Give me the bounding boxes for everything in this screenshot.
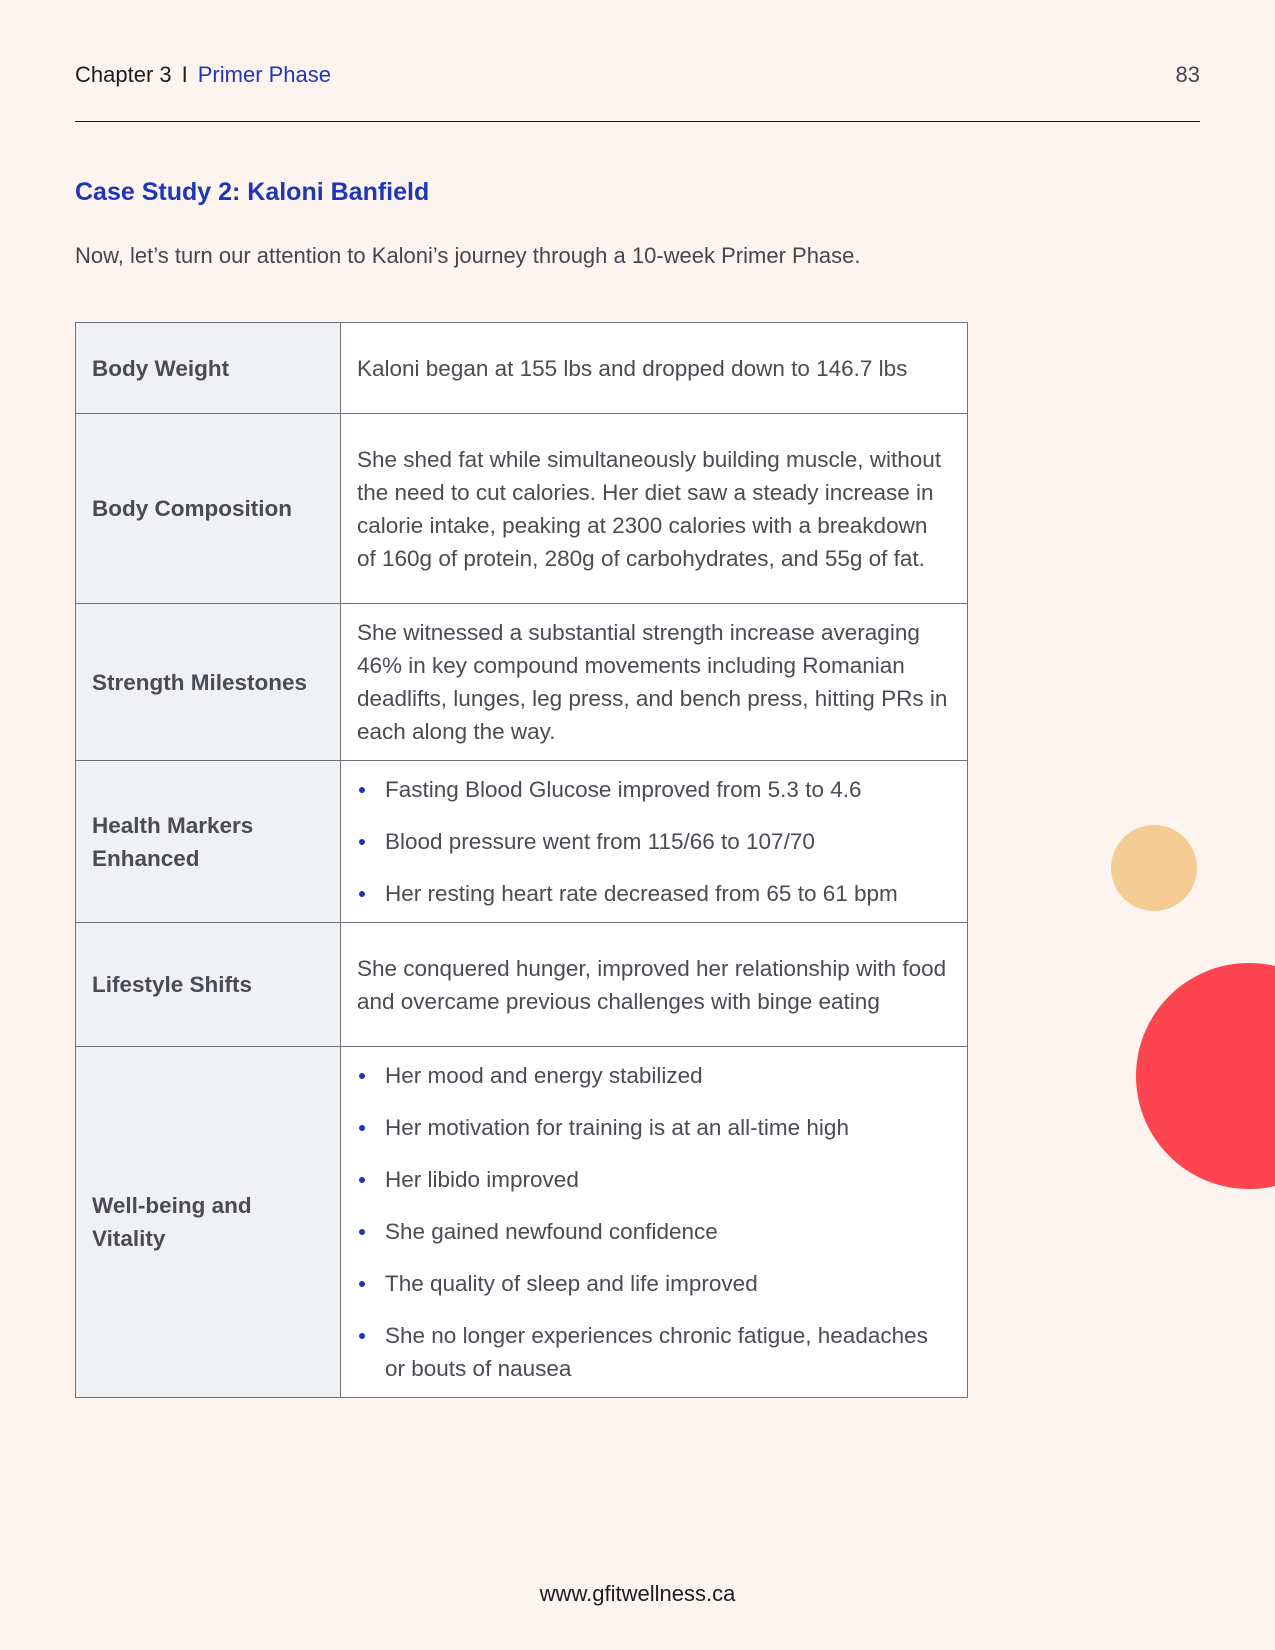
bullet-icon: [359, 787, 365, 793]
bullet-icon: [359, 1281, 365, 1287]
case-study-title: Case Study 2: Kaloni Banfield: [75, 178, 430, 206]
list-item-text: Her resting heart rate decreased from 65 to 61 bpm: [385, 881, 898, 906]
page-number: 83: [1175, 62, 1200, 87]
section-label: Primer Phase: [197, 62, 332, 87]
row-value: She shed fat while simultaneously building muscle, without the need to cut calories. Her diet saw a steady increase in calorie intake, peaking at 2300 calories with a breakdown of 160g of protein, 280g of carbohydrates, and 55g of fat.: [341, 414, 968, 604]
table-row: [76, 923, 968, 1047]
list-item: [357, 877, 951, 910]
bullet-icon: [359, 1333, 365, 1339]
header-divider: [75, 121, 1200, 122]
list-item: [357, 825, 951, 858]
row-label: Strength Milestones: [76, 604, 341, 761]
list-item: [357, 1059, 951, 1092]
row-label: Body Weight: [76, 323, 341, 414]
list-item-text: The quality of sleep and life improved: [385, 1271, 758, 1296]
list-item-text: Her libido improved: [385, 1167, 579, 1192]
results-table: [75, 322, 968, 1398]
row-value: [341, 1047, 968, 1398]
chapter-heading: [75, 62, 331, 88]
bullet-icon: [359, 1125, 365, 1131]
list-item: [357, 1267, 951, 1300]
table-row: [76, 604, 968, 761]
table-row: [76, 1047, 968, 1398]
chapter-label: Chapter 3: [75, 62, 172, 87]
header-separator: I: [181, 62, 188, 87]
list-item: [357, 773, 951, 806]
row-label: Lifestyle Shifts: [76, 923, 341, 1047]
list-item: [357, 1111, 951, 1144]
list-item: [357, 1319, 951, 1385]
list-item-text: She no longer experiences chronic fatigue, headaches or bouts of nausea: [385, 1323, 928, 1381]
row-value: [341, 761, 968, 923]
intro-paragraph: Now, let’s turn our attention to Kaloni’s journey through a 10-week Primer Phase.: [75, 243, 861, 268]
list-item-text: Her mood and energy stabilized: [385, 1063, 703, 1088]
bullet-icon: [359, 1073, 365, 1079]
decorative-red-circle: [1136, 963, 1275, 1189]
row-label: Health Markers Enhanced: [76, 761, 341, 923]
row-value: Kaloni began at 155 lbs and dropped down to 146.7 lbs: [341, 323, 968, 414]
bullet-icon: [359, 1177, 365, 1183]
list-item-text: She gained newfound confidence: [385, 1219, 718, 1244]
table-row: [76, 414, 968, 604]
bullet-list: [357, 1059, 951, 1385]
bullet-icon: [359, 1229, 365, 1235]
table-row: [76, 761, 968, 923]
list-item-text: Blood pressure went from 115/66 to 107/70: [385, 829, 815, 854]
list-item-text: Fasting Blood Glucose improved from 5.3 to 4.6: [385, 777, 862, 802]
list-item-text: Her motivation for training is at an all-time high: [385, 1115, 849, 1140]
table-row: [76, 323, 968, 414]
decorative-yellow-circle: [1111, 825, 1197, 911]
bullet-icon: [359, 891, 365, 897]
row-value: She conquered hunger, improved her relationship with food and overcame previous challenges with binge eating: [341, 923, 968, 1047]
row-value: She witnessed a substantial strength increase averaging 46% in key compound movements including Romanian deadlifts, lunges, leg press, and bench press, hitting PRs in each along the way.: [341, 604, 968, 761]
footer-website: www.gfitwellness.ca: [539, 1581, 736, 1606]
bullet-list: [357, 773, 951, 910]
list-item: [357, 1163, 951, 1196]
bullet-icon: [359, 839, 365, 845]
row-label: Well-being and Vitality: [76, 1047, 341, 1398]
row-label: Body Composition: [76, 414, 341, 604]
list-item: [357, 1215, 951, 1248]
